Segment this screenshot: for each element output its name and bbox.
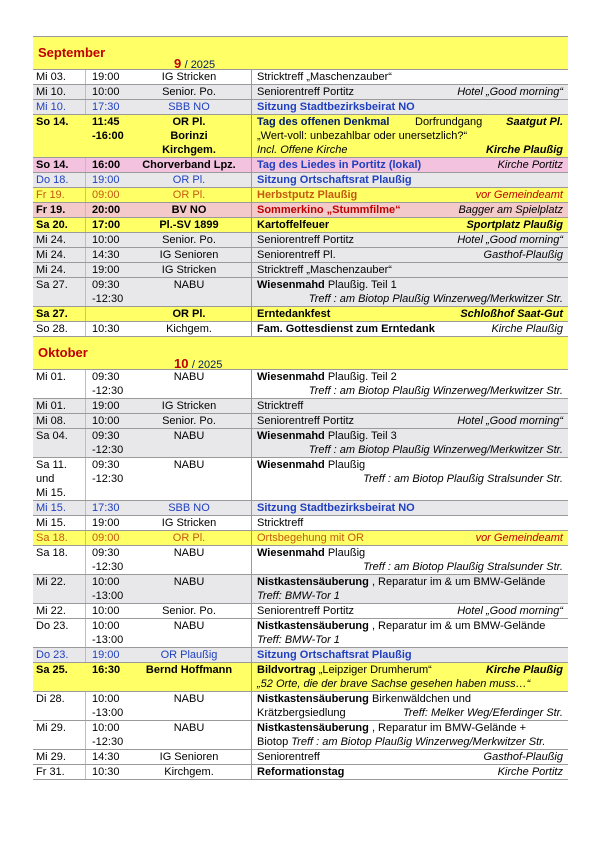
table-row [33, 203, 568, 218]
table-row [33, 575, 568, 604]
cell: Treff : am Biotop Plaußig Stralsunder Str. [363, 473, 563, 485]
table-row [33, 765, 568, 780]
cell: Reformationstag [257, 766, 345, 778]
month-number: 9 / 2025 [174, 56, 216, 71]
cell: Sitzung Ortschaftsrat Plaußig [257, 174, 412, 186]
cell: Wiesenmahd Plaußig [257, 547, 366, 559]
cell: NABU [173, 693, 205, 705]
cell: -12:30 [92, 444, 124, 456]
cell: Nistkastensäuberung , Reparatur im & um BMW-Gelände [257, 620, 546, 632]
cell: Mi 29. [36, 751, 66, 763]
cell: Seniorentreff Portitz [257, 415, 355, 427]
cell: OR Pl. [172, 189, 206, 201]
cell: Hotel „Good morning“ [457, 86, 563, 98]
cell: Mi 10. [36, 86, 66, 98]
cell: Senior. Po. [162, 415, 216, 427]
table-row [33, 546, 568, 575]
cell: Wiesenmahd Plaußig. Teil 2 [257, 371, 397, 383]
cell: 09:00 [92, 532, 120, 544]
cell: Treff : am Biotop Plaußig Stralsunder Str. [363, 561, 563, 573]
cell: Saatgut Pl. [506, 116, 563, 128]
cell: 16:30 [92, 664, 121, 676]
cell: Chorverband Lpz. [142, 159, 236, 171]
table-row [33, 721, 568, 750]
cell: Senior. Po. [162, 234, 216, 246]
cell: Hotel „Good morning“ [457, 234, 563, 246]
cell: Senior. Po. [162, 605, 216, 617]
cell: BV NO [171, 204, 207, 216]
cell: Nistkastensäuberung Birkenwäldchen und [257, 693, 472, 705]
cell: -16:00 [92, 130, 124, 142]
cell: Tag des Liedes in Portitz (lokal) [257, 159, 422, 171]
month-header-oktober [33, 337, 568, 370]
table-row [33, 188, 568, 203]
cell: Do 18. [36, 174, 69, 186]
cell: OR Pl. [172, 532, 206, 544]
cell: Mi 01. [36, 371, 66, 383]
table-row [33, 501, 568, 516]
cell: Stricktreff „Maschenzauber“ [257, 71, 392, 83]
cell: 14:30 [92, 249, 120, 261]
cell: Kirche Plaußig [491, 323, 563, 335]
cell: Seniorentreff Pl. [257, 249, 336, 261]
cell: Mi 15. [36, 517, 66, 529]
cell: -12:30 [92, 293, 124, 305]
table-row [33, 158, 568, 173]
table-row [33, 85, 568, 100]
cell: Erntedankfest [257, 308, 331, 320]
cell: NABU [173, 547, 205, 559]
month-header-september [33, 36, 568, 70]
cell: Sitzung Stadtbezirksbeirat NO [257, 101, 415, 113]
table-row [33, 322, 568, 337]
cell: Kartoffelfeuer [257, 219, 330, 231]
cell: 10:00 [92, 722, 120, 734]
table-row [33, 218, 568, 233]
cell: Herbstputz Plaußig [257, 189, 358, 201]
month-name: September [38, 45, 106, 60]
cell: 10:00 [92, 620, 120, 632]
cell: Seniorentreff Portitz [257, 605, 355, 617]
cell: Sportplatz Plaußig [466, 219, 563, 231]
cell: Stricktreff „Maschenzauber“ [257, 264, 392, 276]
table-row [33, 429, 568, 458]
cell: Sitzung Ortschaftsrat Plaußig [257, 649, 412, 661]
cell: Sa 11. [36, 459, 67, 471]
cell: Sitzung Stadtbezirksbeirat NO [257, 502, 415, 514]
cell: „Wert-voll: unbezahlbar oder unersetzlich?“ [257, 130, 468, 142]
cell: Sa 20. [36, 219, 68, 231]
cell: Fam. Gottesdienst zum Erntedank [257, 323, 435, 335]
cell: Mi 08. [36, 415, 66, 427]
cell: Kirchgem. [162, 144, 216, 156]
cell: 19:00 [92, 400, 120, 412]
table-row [33, 307, 568, 322]
table-row [33, 458, 568, 501]
cell: IG Stricken [161, 517, 217, 529]
cell: Fr 19. [36, 204, 66, 216]
cell: Treff : am Biotop Plaußig Winzerweg/Merkwitzer Str. [308, 385, 563, 397]
cell: 10:00 [92, 576, 120, 588]
cell: Treff : am Biotop Plaußig Winzerweg/Merkwitzer Str. [308, 293, 563, 305]
cell: 09:30 [92, 430, 120, 442]
table-row [33, 604, 568, 619]
cell: Dorfrundgang [415, 116, 483, 128]
cell: 20:00 [92, 204, 121, 216]
table-row [33, 100, 568, 115]
cell: Wiesenmahd Plaußig. Teil 3 [257, 430, 397, 442]
cell: Mi 22. [36, 605, 66, 617]
cell: Senior. Po. [162, 86, 216, 98]
cell: 10:00 [92, 415, 120, 427]
cell: NABU [173, 430, 205, 442]
cell: Fr 31. [36, 766, 65, 778]
cell: 19:00 [92, 649, 120, 661]
cell: Hotel „Good morning“ [457, 605, 563, 617]
cell: Mi 24. [36, 249, 66, 261]
cell: Sa 27. [36, 279, 68, 291]
cell: Mi 03. [36, 71, 66, 83]
table-row [33, 263, 568, 278]
cell: So 14. [36, 116, 69, 128]
cell: -13:00 [92, 634, 124, 646]
cell: Di 28. [36, 693, 65, 705]
cell: So 28. [36, 323, 68, 335]
cell: 10:00 [92, 234, 120, 246]
cell: Sa 04. [36, 430, 68, 442]
cell: Kirche Plaußig [485, 144, 563, 156]
table-row [33, 173, 568, 188]
cell: 11:45 [92, 116, 120, 128]
cell: 09:30 [92, 279, 120, 291]
cell: -12:30 [92, 473, 124, 485]
cell: NABU [173, 279, 205, 291]
cell: vor Gemeindeamt [475, 532, 563, 544]
cell: Wiesenmahd Plaußig. Teil 1 [257, 279, 397, 291]
cell: OR Plaußig [160, 649, 218, 661]
cell: 16:00 [92, 159, 121, 171]
cell: Mi 01. [36, 400, 66, 412]
cell: Kirchgem. [164, 766, 214, 778]
cell: Stricktreff [257, 517, 304, 529]
table-row [33, 399, 568, 414]
cell: Ortsbegehung mit OR [257, 532, 364, 544]
cell: SBB NO [168, 101, 210, 113]
table-row [33, 248, 568, 263]
cell: 09:00 [92, 189, 120, 201]
cell: 17:00 [92, 219, 121, 231]
cell: 10:30 [92, 323, 120, 335]
cell: SBB NO [168, 502, 210, 514]
cell: Schloßhof Saat-Gut [460, 308, 563, 320]
cell: Do 23. [36, 620, 69, 632]
cell: Nistkastensäuberung , Reparatur im BMW-Gelände + [257, 722, 527, 734]
event-calendar [33, 36, 568, 780]
cell: „52 Orte, die der brave Sachse gesehen haben muss…“ [257, 678, 531, 690]
cell: 10:00 [92, 86, 120, 98]
cell: NABU [173, 722, 205, 734]
table-row [33, 531, 568, 546]
table-row [33, 414, 568, 429]
cell: OR Pl. [172, 308, 206, 320]
cell: Bernd Hoffmann [145, 664, 233, 676]
cell: 09:30 [92, 547, 120, 559]
cell: -12:30 [92, 561, 124, 573]
cell: Bildvortrag „Leipziger Drumherum“ [257, 664, 432, 676]
cell: Do 23. [36, 649, 69, 661]
cell: vor Gemeindeamt [475, 189, 563, 201]
table-row [33, 370, 568, 399]
cell: Nistkastensäuberung , Reparatur im & um BMW-Gelände [257, 576, 546, 588]
table-row [33, 692, 568, 721]
cell: Mi 24. [36, 264, 66, 276]
cell: 19:00 [92, 264, 120, 276]
cell: Sommerkino „Stummfilme“ [257, 204, 401, 216]
cell: Fr 19. [36, 189, 65, 201]
cell: Sa 27. [36, 308, 68, 320]
cell: Pl.-SV 1899 [159, 219, 219, 231]
cell: Mi 24. [36, 234, 66, 246]
cell: 09:30 [92, 459, 120, 471]
cell: Seniorentreff Portitz [257, 86, 355, 98]
cell: NABU [173, 620, 205, 632]
cell: Sa 18. [36, 547, 68, 559]
cell: -13:00 [92, 590, 124, 602]
cell: Mi 15. [36, 487, 66, 499]
cell: Treff: Melker Weg/Eferdinger Str. [403, 707, 563, 719]
cell: -13:00 [92, 707, 124, 719]
cell: NABU [173, 371, 205, 383]
cell: Kichgem. [166, 323, 212, 335]
table-row [33, 516, 568, 531]
cell: OR Pl. [172, 174, 206, 186]
cell: Borinzi [170, 130, 208, 142]
cell: Treff: BMW-Tor 1 [257, 634, 340, 646]
cell: Mi 15. [36, 502, 66, 514]
cell: Incl. Offene Kirche [257, 144, 348, 156]
cell: 19:00 [92, 174, 120, 186]
cell: 10:30 [92, 766, 120, 778]
cell: Kirche Portitz [497, 766, 563, 778]
cell: Wiesenmahd Plaußig [257, 459, 366, 471]
cell: Sa 18. [36, 532, 68, 544]
cell: Bagger am Spielplatz [458, 204, 563, 216]
cell: Hotel „Good morning“ [457, 415, 563, 427]
cell: 14:30 [92, 751, 120, 763]
cell: So 14. [36, 159, 69, 171]
cell: 10:00 [92, 605, 120, 617]
table-row [33, 648, 568, 663]
table-row [33, 619, 568, 648]
cell: Seniorentreff [257, 751, 320, 763]
cell: 19:00 [92, 517, 120, 529]
cell: OR Pl. [172, 116, 206, 128]
cell: Tag des offenen Denkmal [257, 116, 390, 128]
cell: 17:30 [92, 502, 120, 514]
cell: und [36, 473, 55, 485]
cell: Kirche Plaußig [485, 664, 563, 676]
cell: Mi 10. [36, 101, 66, 113]
cell: IG Senioren [159, 751, 219, 763]
table-row [33, 750, 568, 765]
cell: Biotop Treff : am Biotop Plaußig Winzerweg/Merkwitzer Str. [257, 736, 546, 748]
cell: Gasthof-Plaußig [483, 249, 563, 261]
cell: Mi 22. [36, 576, 66, 588]
cell: 09:30 [92, 371, 120, 383]
month-name: Oktober [38, 345, 88, 360]
table-row [33, 70, 568, 85]
cell: IG Stricken [161, 71, 217, 83]
cell: Kirche Portitz [497, 159, 563, 171]
cell: Stricktreff [257, 400, 304, 412]
cell: IG Senioren [159, 249, 219, 261]
cell: 10:00 [92, 693, 120, 705]
cell: IG Stricken [161, 400, 217, 412]
cell: IG Stricken [161, 264, 217, 276]
table-row [33, 663, 568, 692]
table-row [33, 278, 568, 307]
cell: Gasthof-Plaußig [483, 751, 563, 763]
cell: Treff : am Biotop Plaußig Winzerweg/Merkwitzer Str. [308, 444, 563, 456]
cell: 17:30 [92, 101, 120, 113]
cell: -12:30 [92, 385, 124, 397]
cell: Seniorentreff Portitz [257, 234, 355, 246]
cell: -12:30 [92, 736, 124, 748]
cell: Sa 25. [36, 664, 68, 676]
cell: NABU [173, 576, 205, 588]
table-row [33, 115, 568, 158]
cell: Krätzbergsiedlung [257, 707, 346, 719]
cell: Mi 29. [36, 722, 66, 734]
cell: 19:00 [92, 71, 120, 83]
month-number: 10 / 2025 [174, 356, 223, 371]
table-row [33, 233, 568, 248]
cell: Treff: BMW-Tor 1 [257, 590, 340, 602]
cell: NABU [173, 459, 205, 471]
